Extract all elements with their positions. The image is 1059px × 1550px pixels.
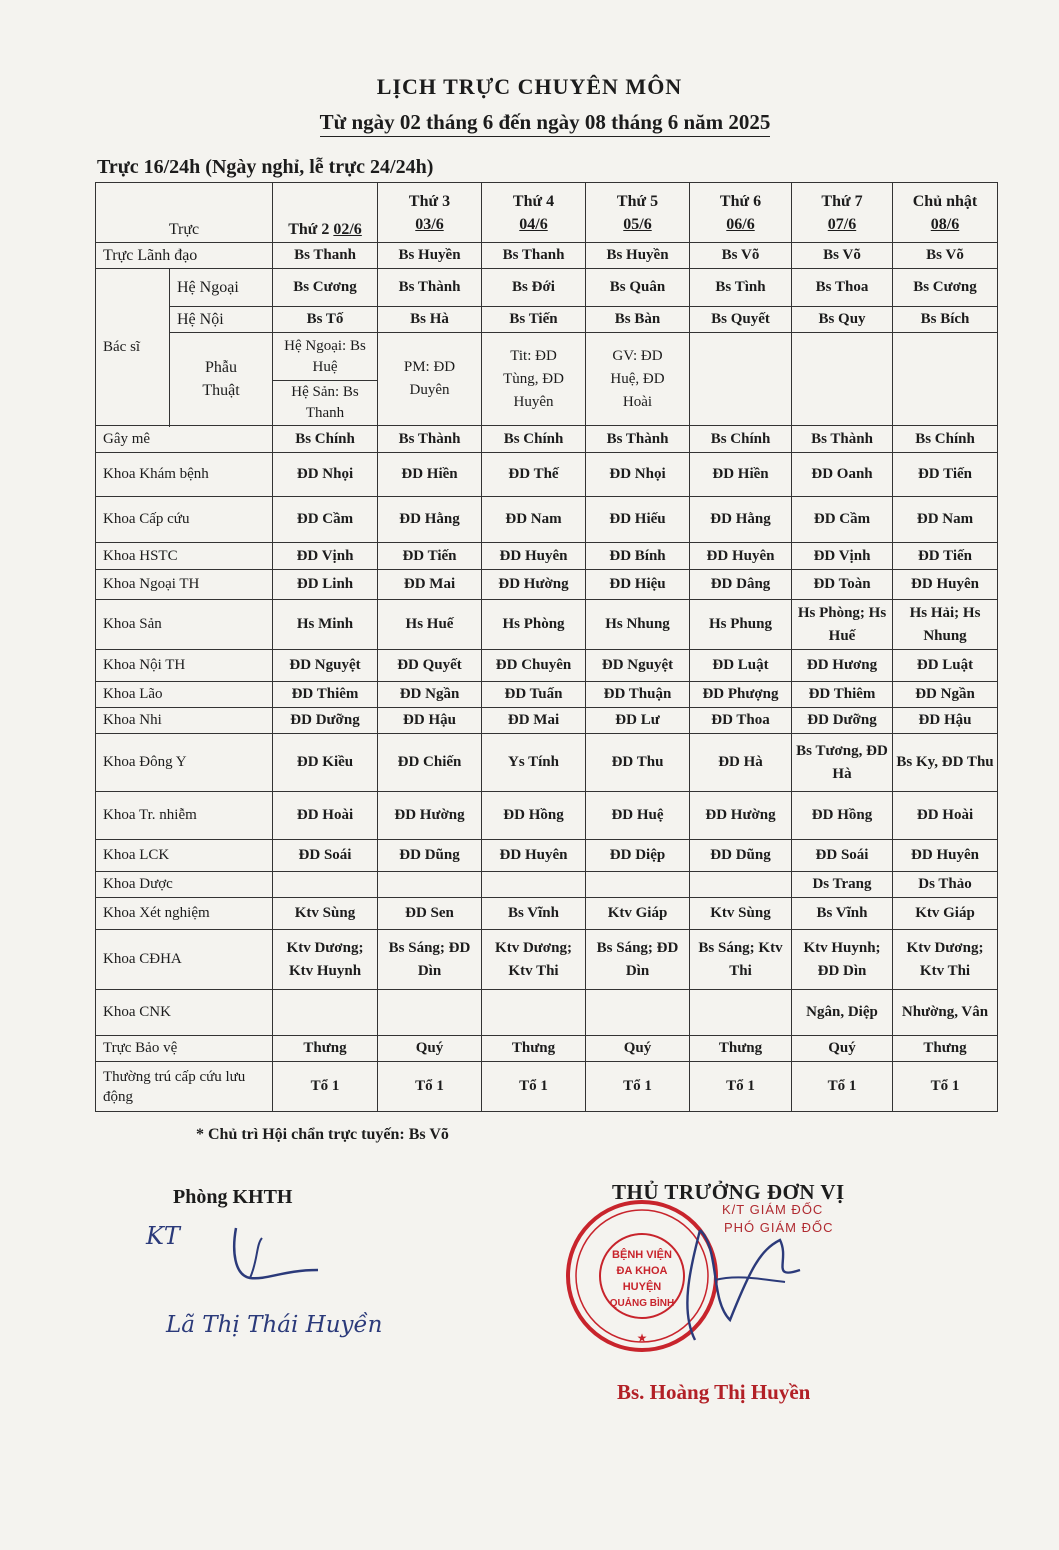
- cell: [482, 990, 586, 1036]
- cell: [586, 872, 690, 898]
- cell: ĐD Hường: [378, 792, 482, 840]
- cell: PM: ĐD Duyên: [378, 333, 482, 426]
- cell: ĐD Dâng: [690, 570, 792, 600]
- cell: Hệ Ngoại: Bs Huệ: [273, 333, 378, 381]
- cell: Thưng: [893, 1036, 998, 1062]
- doctors-label: Bác sĩ: [96, 269, 170, 426]
- cell: Hs Phòng; Hs Huế: [792, 600, 893, 650]
- cell: ĐD Dũng: [378, 840, 482, 872]
- row-label: Khoa Lão: [96, 682, 273, 708]
- page-subtitle: Từ ngày 02 tháng 6 đến ngày 08 tháng 6 năm 2025: [0, 110, 1059, 135]
- left-signature-icon: [228, 1220, 328, 1290]
- header-truc: Trực: [96, 183, 273, 243]
- cell: ĐD Huệ: [586, 792, 690, 840]
- shift-note: Trực 16/24h (Ngày nghỉ, lễ trực 24/24h): [97, 156, 434, 178]
- header-day: Thứ 5 05/6: [586, 183, 690, 243]
- cell: ĐD Hường: [690, 792, 792, 840]
- sub-label: Phẫu Thuật: [170, 333, 273, 426]
- header-day: Thứ 7 07/6: [792, 183, 893, 243]
- cell: Tổ 1: [482, 1062, 586, 1112]
- row-label: Khoa CNK: [96, 990, 273, 1036]
- cell: ĐD Hương: [792, 650, 893, 682]
- cell: ĐD Tiến: [378, 543, 482, 570]
- cell: Bs Tình: [690, 269, 792, 307]
- svg-text:BỆNH VIỆN: BỆNH VIỆN: [612, 1249, 672, 1261]
- table-row: [96, 1036, 998, 1062]
- table-row: [96, 682, 998, 708]
- row-label: Khoa Dược: [96, 872, 273, 898]
- cell: ĐD Thuận: [586, 682, 690, 708]
- cell: ĐD Hoài: [893, 792, 998, 840]
- cell: Bs Ky, ĐD Thu: [893, 734, 998, 792]
- cell: [586, 990, 690, 1036]
- cell: Ktv Huynh; ĐD Dìn: [792, 930, 893, 990]
- cell: ĐD Chuyên: [482, 650, 586, 682]
- cell: [690, 333, 792, 426]
- cell: ĐD Hiệu: [586, 570, 690, 600]
- cell: ĐD Phượng: [690, 682, 792, 708]
- row-label: Khoa Xét nghiệm: [96, 898, 273, 930]
- sub-label: Hệ Ngoại: [170, 269, 273, 307]
- cell: ĐD Vịnh: [792, 543, 893, 570]
- cell: Quý: [378, 1036, 482, 1062]
- cell: ĐD Cầm: [273, 497, 378, 543]
- cell: ĐD Thiêm: [273, 682, 378, 708]
- cell: [378, 872, 482, 898]
- cell: Bs Chính: [273, 426, 378, 453]
- leadership-row: [96, 243, 998, 269]
- cell: ĐD Hà: [690, 734, 792, 792]
- cell: Bs Thành: [378, 269, 482, 307]
- cell: ĐD Mai: [482, 708, 586, 734]
- cell: Bs Tiến: [482, 307, 586, 333]
- sub-label: Hệ Nội: [170, 307, 273, 333]
- cell: ĐD Huyên: [893, 840, 998, 872]
- cell: Bs Bàn: [586, 307, 690, 333]
- row-label: Khoa Nội TH: [96, 650, 273, 682]
- cell: Bs Đới: [482, 269, 586, 307]
- header-day: Thứ 4 04/6: [482, 183, 586, 243]
- cell: Bs Huyền: [378, 243, 482, 269]
- table-row: [96, 792, 998, 840]
- cell: Bs Tố: [273, 307, 378, 333]
- row-label: Khoa Nhi: [96, 708, 273, 734]
- cell: Thưng: [690, 1036, 792, 1062]
- cell: Thưng: [273, 1036, 378, 1062]
- cell: Bs Thanh: [273, 243, 378, 269]
- cell: Bs Sáng; ĐD Dìn: [378, 930, 482, 990]
- right-signature-line1: K/T GIÁM ĐỐC: [722, 1202, 824, 1217]
- row-label: Trực Lãnh đạo: [96, 243, 273, 269]
- cell: Tổ 1: [893, 1062, 998, 1112]
- cell: Ktv Giáp: [586, 898, 690, 930]
- cell: Bs Chính: [482, 426, 586, 453]
- cell: ĐD Soái: [792, 840, 893, 872]
- cell: ĐD Nguyệt: [273, 650, 378, 682]
- cell: Bs Hà: [378, 307, 482, 333]
- cell: Ngân, Diệp: [792, 990, 893, 1036]
- cell: Hs Phòng: [482, 600, 586, 650]
- cell: ĐD Nam: [482, 497, 586, 543]
- cell: ĐD Bính: [586, 543, 690, 570]
- header-day: Thứ 3 03/6: [378, 183, 482, 243]
- cell: Bs Thành: [792, 426, 893, 453]
- cell: ĐD Oanh: [792, 453, 893, 497]
- cell: [482, 872, 586, 898]
- cell: ĐD Thiêm: [792, 682, 893, 708]
- table-row: [96, 840, 998, 872]
- cell: ĐD Hiền: [378, 453, 482, 497]
- cell: Bs Thành: [378, 426, 482, 453]
- cell: Ktv Giáp: [893, 898, 998, 930]
- cell: Ktv Dương; Ktv Thi: [893, 930, 998, 990]
- page-title: LỊCH TRỰC CHUYÊN MÔN: [376, 74, 683, 99]
- cell: Ktv Sùng: [273, 898, 378, 930]
- cell: Bs Huyền: [586, 243, 690, 269]
- cell: Ys Tính: [482, 734, 586, 792]
- row-label: Khoa Cấp cứu: [96, 497, 273, 543]
- cell: Bs Bích: [893, 307, 998, 333]
- cell: Bs Thoa: [792, 269, 893, 307]
- header-day: Thứ 6 06/6: [690, 183, 792, 243]
- signer-name: Bs. Hoàng Thị Huyền: [617, 1380, 811, 1404]
- cell: ĐD Linh: [273, 570, 378, 600]
- table-row: [96, 872, 998, 898]
- cell: Bs Quy: [792, 307, 893, 333]
- cell: [792, 333, 893, 426]
- cell: Bs Cương: [893, 269, 998, 307]
- cell: ĐD Hiền: [690, 453, 792, 497]
- row-label: Khoa Khám bệnh: [96, 453, 273, 497]
- row-label: Khoa Tr. nhiễm: [96, 792, 273, 840]
- cell: ĐD Hồng: [482, 792, 586, 840]
- right-signature-title: THỦ TRƯỞNG ĐƠN VỊ: [612, 1180, 845, 1204]
- cell: Quý: [586, 1036, 690, 1062]
- cell: Bs Thành: [586, 426, 690, 453]
- table-row: [96, 650, 998, 682]
- cell: ĐD Vịnh: [273, 543, 378, 570]
- cell: Ktv Dương; Ktv Thi: [482, 930, 586, 990]
- duty-schedule-table: [95, 182, 998, 1112]
- cell: [690, 990, 792, 1036]
- svg-text:QUẢNG BÌNH: QUẢNG BÌNH: [609, 1298, 675, 1309]
- svg-text:ĐA KHOA: ĐA KHOA: [616, 1265, 668, 1277]
- cell: ĐD Luật: [893, 650, 998, 682]
- cell: ĐD Hường: [482, 570, 586, 600]
- phau-thuat-row: [96, 333, 998, 381]
- row-label: Khoa Sản: [96, 600, 273, 650]
- cell: ĐD Huyên: [893, 570, 998, 600]
- cell: ĐD Kiều: [273, 734, 378, 792]
- cell: GV: ĐD Huệ, ĐD Hoài: [586, 333, 690, 426]
- cell: Ktv Dương; Ktv Huynh: [273, 930, 378, 990]
- cell: ĐD Thu: [586, 734, 690, 792]
- cell: Hs Nhung: [586, 600, 690, 650]
- header-day: Chủ nhật 08/6: [893, 183, 998, 243]
- cell: Tổ 1: [586, 1062, 690, 1112]
- cell: Bs Tương, ĐD Hà: [792, 734, 893, 792]
- cell: Tổ 1: [273, 1062, 378, 1112]
- cell: Bs Vĩnh: [792, 898, 893, 930]
- row-label: Khoa Đông Y: [96, 734, 273, 792]
- cell: Hs Minh: [273, 600, 378, 650]
- cell: Hs Hải; Hs Nhung: [893, 600, 998, 650]
- cell: Bs Quyết: [690, 307, 792, 333]
- cell: ĐD Diệp: [586, 840, 690, 872]
- row-label: Gây mê: [96, 426, 273, 453]
- left-signature-name: Lã Thị Thái Huyền: [166, 1312, 383, 1338]
- cell: Bs Thanh: [482, 243, 586, 269]
- cell: ĐD Ngần: [378, 682, 482, 708]
- cell: Tổ 1: [792, 1062, 893, 1112]
- cell: Bs Cương: [273, 269, 378, 307]
- cell: ĐD Soái: [273, 840, 378, 872]
- cell: ĐD Hồng: [792, 792, 893, 840]
- cell: ĐD Chiến: [378, 734, 482, 792]
- cell: ĐD Dưỡng: [792, 708, 893, 734]
- cell: Thưng: [482, 1036, 586, 1062]
- cell: ĐD Hoài: [273, 792, 378, 840]
- cell: Bs Võ: [690, 243, 792, 269]
- cell: Ktv Sùng: [690, 898, 792, 930]
- cell: ĐD Lư: [586, 708, 690, 734]
- cell: ĐD Nam: [893, 497, 998, 543]
- row-label: Thường trú cấp cứu lưu động: [96, 1062, 273, 1112]
- row-label: Khoa HSTC: [96, 543, 273, 570]
- cell: ĐD Quyết: [378, 650, 482, 682]
- cell: ĐD Ngần: [893, 682, 998, 708]
- cell: [273, 872, 378, 898]
- svg-text:HUYỆN: HUYỆN: [622, 1281, 662, 1293]
- cell: Hệ Sản: Bs Thanh: [273, 381, 378, 426]
- table-row: [96, 426, 998, 453]
- cell: Bs Chính: [690, 426, 792, 453]
- cell: Bs Quân: [586, 269, 690, 307]
- table-row: [96, 1062, 998, 1112]
- cell: ĐD Thoa: [690, 708, 792, 734]
- table-row: [96, 990, 998, 1036]
- table-row: [96, 734, 998, 792]
- cell: Bs Võ: [792, 243, 893, 269]
- cell: Tổ 1: [378, 1062, 482, 1112]
- row-label: Khoa CĐHA: [96, 930, 273, 990]
- cell: [273, 990, 378, 1036]
- cell: ĐD Thế: [482, 453, 586, 497]
- cell: Bs Vĩnh: [482, 898, 586, 930]
- cell: Bs Chính: [893, 426, 998, 453]
- cell: [690, 872, 792, 898]
- cell: Bs Sáng; ĐD Dìn: [586, 930, 690, 990]
- header-day: Thứ 2 02/6: [273, 183, 378, 243]
- cell: ĐD Tiến: [893, 543, 998, 570]
- cell: ĐD Huyên: [482, 840, 586, 872]
- cell: ĐD Luật: [690, 650, 792, 682]
- table-row: [96, 600, 998, 650]
- svg-text:★: ★: [636, 1331, 648, 1345]
- table-row: [96, 453, 998, 497]
- cell: Hs Huế: [378, 600, 482, 650]
- cell: ĐD Sen: [378, 898, 482, 930]
- cell: ĐD Hậu: [893, 708, 998, 734]
- cell: Quý: [792, 1036, 893, 1062]
- right-signature-icon: [660, 1210, 810, 1350]
- cell: ĐD Hiếu: [586, 497, 690, 543]
- cell: [893, 333, 998, 426]
- cell: ĐD Huyên: [482, 543, 586, 570]
- cell: ĐD Cầm: [792, 497, 893, 543]
- table-row: [96, 930, 998, 990]
- table-row: [96, 708, 998, 734]
- he-noi-row: [96, 307, 998, 333]
- cell: ĐD Toàn: [792, 570, 893, 600]
- cell: ĐD Nhọi: [586, 453, 690, 497]
- cell: ĐD Hằng: [378, 497, 482, 543]
- cell: Tit: ĐD Tùng, ĐD Huyên: [482, 333, 586, 426]
- header-row: [96, 183, 998, 243]
- cell: ĐD Dưỡng: [273, 708, 378, 734]
- cell: Ds Trang: [792, 872, 893, 898]
- row-label: Khoa LCK: [96, 840, 273, 872]
- cell: ĐD Hằng: [690, 497, 792, 543]
- cell: ĐD Hậu: [378, 708, 482, 734]
- cell: ĐD Mai: [378, 570, 482, 600]
- cell: ĐD Dũng: [690, 840, 792, 872]
- cell: Tổ 1: [690, 1062, 792, 1112]
- row-label: Trực Bảo vệ: [96, 1036, 273, 1062]
- cell: Bs Võ: [893, 243, 998, 269]
- row-label: Khoa Ngoại TH: [96, 570, 273, 600]
- he-ngoai-row: [96, 269, 998, 307]
- table-row: [96, 898, 998, 930]
- cell: Hs Phung: [690, 600, 792, 650]
- cell: ĐD Tiến: [893, 453, 998, 497]
- cell: ĐD Nguyệt: [586, 650, 690, 682]
- cell: Nhường, Vân: [893, 990, 998, 1036]
- cell: Ds Thảo: [893, 872, 998, 898]
- cell: ĐD Nhọi: [273, 453, 378, 497]
- left-signature-prefix: KT: [146, 1222, 180, 1250]
- table-row: [96, 497, 998, 543]
- left-signature-title: Phòng KHTH: [173, 1186, 293, 1208]
- table-row: [96, 570, 998, 600]
- right-signature-line2: PHÓ GIÁM ĐỐC: [724, 1220, 834, 1235]
- cell: ĐD Tuấn: [482, 682, 586, 708]
- footnote: * Chủ trì Hội chẩn trực tuyến: Bs Võ: [196, 1126, 449, 1143]
- cell: Bs Sáng; Ktv Thi: [690, 930, 792, 990]
- table-row: [96, 543, 998, 570]
- cell: [378, 990, 482, 1036]
- cell: ĐD Huyên: [690, 543, 792, 570]
